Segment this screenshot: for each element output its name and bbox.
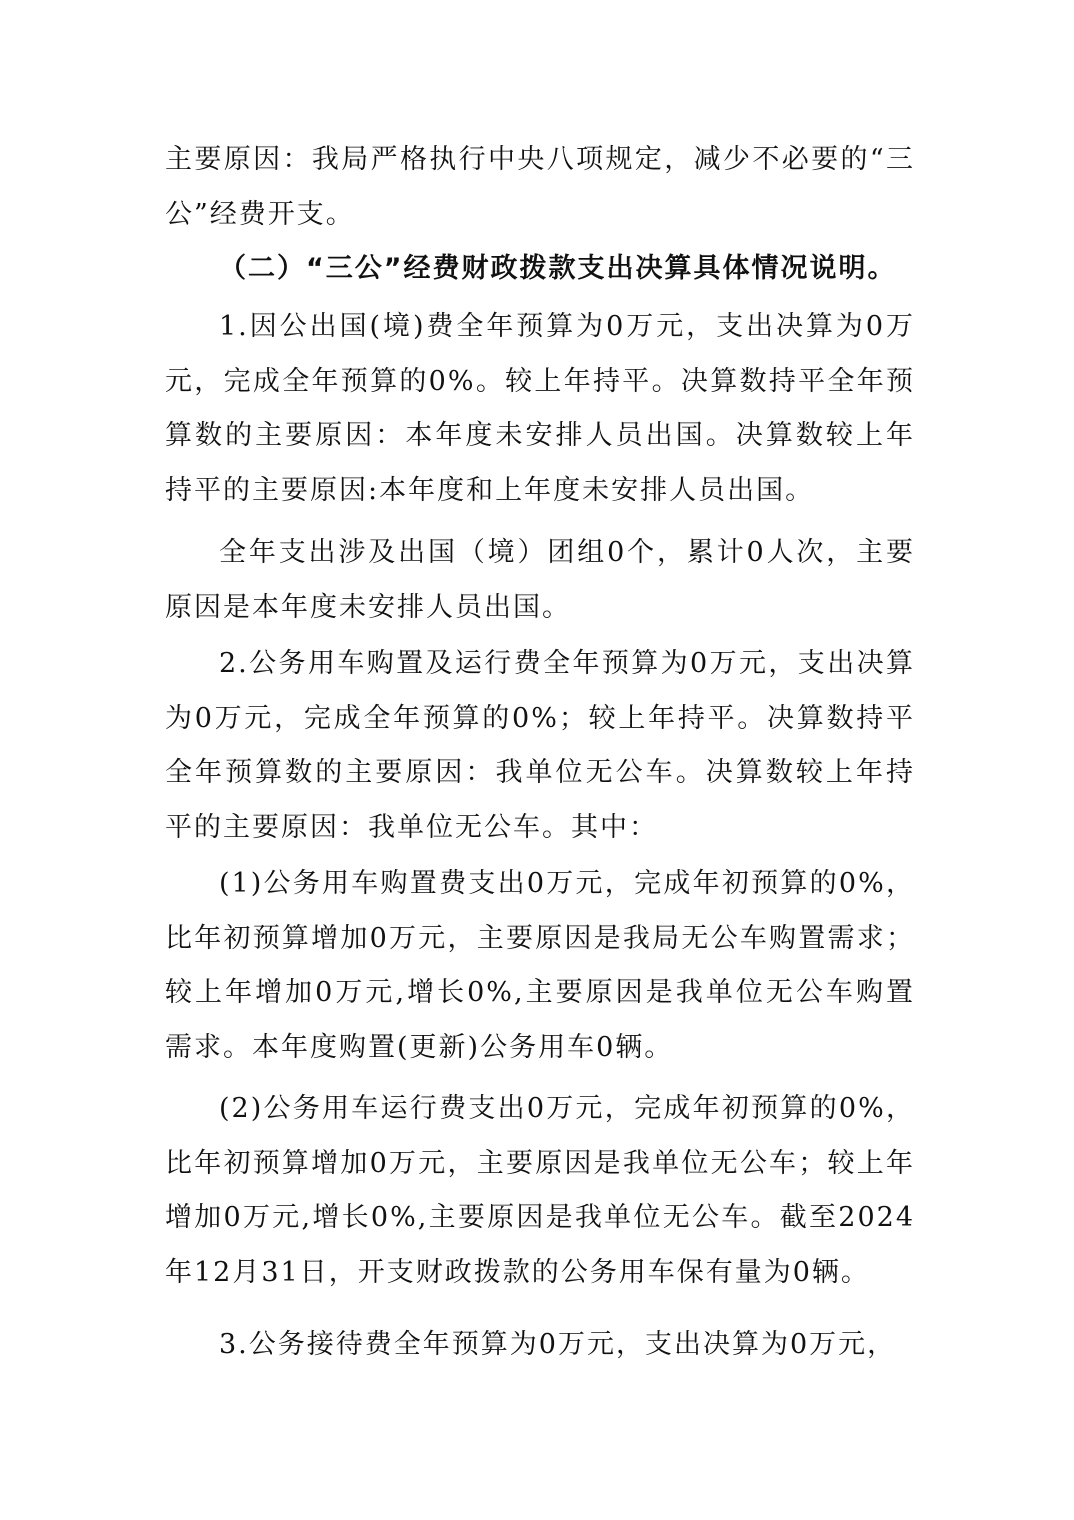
paragraph-main-reason: [165, 133, 915, 242]
paragraph-text: 2.公务用车购置及运行费全年预算为0万元，支出决算为0万元，完成全年预算的0%；较上年持平。决算数持平全年预算数的主要原因：我单位无公车。决算数较上年持平的主要原因：我单位无公车。其中：: [165, 648, 915, 843]
paragraph-text: 全年支出涉及出国（境）团组0个，累计0人次，主要原因是本年度未安排人员出国。: [165, 537, 915, 623]
section-heading: [165, 242, 915, 297]
paragraph-text: 主要原因：我局严格执行中央八项规定，减少不必要的“三公”经费开支。: [165, 144, 915, 230]
paragraph-text: (1)公务用车购置费支出0万元，完成年初预算的0%，比年初预算增加0万元，主要原因是我局无公车购置需求；较上年增加0万元,增长0%,主要原因是我单位无公车购置需求。本年度购置(更新)公务用车0辆。: [165, 868, 915, 1063]
paragraph-vehicle-purchase: [165, 857, 915, 1075]
paragraph-reception-costs: [165, 1318, 915, 1373]
paragraph-text: 1.因公出国(境)费全年预算为0万元，支出决算为0万元，完成全年预算的0%。较上年持平。决算数持平全年预算数的主要原因：本年度未安排人员出国。决算数较上年持平的主要原因:本年度和上年度未安排人员出国。: [165, 311, 915, 506]
paragraph-text: 3.公务接待费全年预算为0万元，支出决算为0万元，: [219, 1329, 897, 1360]
paragraph-vehicle-operation: [165, 1082, 915, 1300]
paragraph-vehicle-costs: [165, 637, 915, 855]
paragraph-overseas-travel: [165, 300, 915, 518]
paragraph-text: (2)公务用车运行费支出0万元，完成年初预算的0%，比年初预算增加0万元，主要原因是我单位无公车；较上年增加0万元,增长0%,主要原因是我单位无公车。截至2024年12月31日，开支财政拨款的公务用车保有量为0辆。: [165, 1093, 915, 1288]
paragraph-overseas-groups: [165, 526, 915, 635]
section-heading-text: （二）“三公”经费财政拨款支出决算具体情况说明。: [219, 253, 897, 284]
